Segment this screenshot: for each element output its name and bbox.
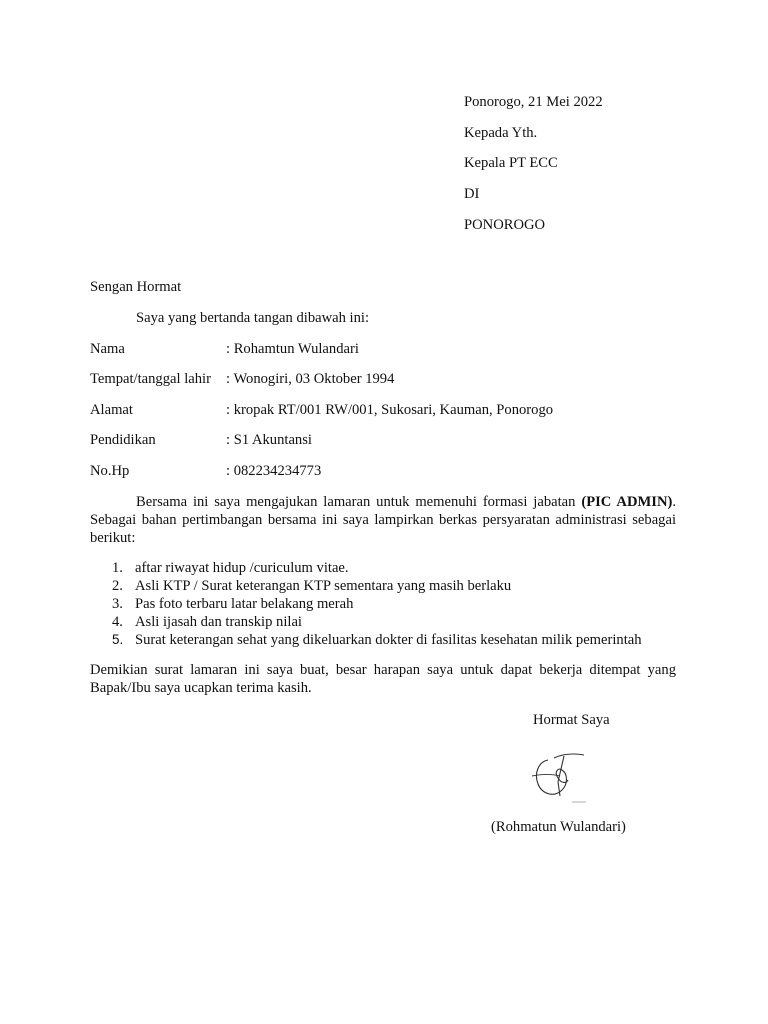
list-text: Asli ijasah dan transkip nilai	[135, 614, 302, 630]
intro-text: Saya yang bertanda tangan dibawah ini:	[136, 310, 370, 326]
list-number: 2.	[112, 578, 123, 594]
field-label: Nama	[90, 341, 125, 357]
signer-name: (Rohmatun Wulandari)	[491, 819, 626, 835]
recipient-at: DI	[464, 186, 480, 202]
body-paragraph	[90, 493, 676, 547]
field-label: Pendidikan	[90, 432, 156, 448]
list-item	[112, 577, 642, 595]
body-text-post: . Sebagai bahan pertimbangan bersama ini saya lampirkan berkas persyaratan administrasi sebagai berikut:	[90, 494, 676, 546]
greeting: Sengan Hormat	[90, 279, 182, 295]
field-label: Alamat	[90, 402, 133, 418]
list-number: 4.	[112, 614, 123, 630]
list-number: 5.	[112, 632, 124, 647]
recipient-city: PONOROGO	[464, 217, 546, 233]
recipient-addressee: Kepala PT ECC	[464, 155, 558, 171]
field-value: : 082234234773	[226, 463, 322, 479]
list-number: 1.	[112, 560, 123, 576]
requirements-list	[112, 559, 642, 649]
field-value: : kropak RT/001 RW/001, Sukosari, Kauman, Ponorogo	[226, 402, 554, 418]
list-text: Surat keterangan sehat yang dikeluarkan dokter di fasilitas kesehatan milik pemerintah	[135, 632, 642, 648]
position-title: (PIC ADMIN)	[581, 494, 673, 510]
list-text: aftar riwayat hidup /curiculum vitae.	[135, 560, 349, 576]
list-text: Asli KTP / Surat keterangan KTP sementara yang masih berlaku	[135, 578, 512, 594]
signature-image	[528, 750, 592, 808]
field-label: Tempat/tanggal lahir	[90, 371, 211, 387]
closing-paragraph: Demikian surat lamaran ini saya buat, besar harapan saya untuk dapat bekerja ditempat yang Bapak/Ibu saya ucapkan terima kasih.	[90, 662, 676, 696]
list-item	[112, 559, 642, 577]
sign-salutation: Hormat Saya	[533, 712, 610, 728]
list-number: 3.	[112, 596, 123, 612]
list-item	[112, 631, 642, 649]
field-value: : Rohamtun Wulandari	[226, 341, 359, 357]
field-value: : Wonogiri, 03 Oktober 1994	[226, 371, 395, 387]
field-label: No.Hp	[90, 463, 130, 479]
list-item	[112, 595, 642, 613]
place-date: Ponorogo, 21 Mei 2022	[464, 94, 603, 110]
list-text: Pas foto terbaru latar belakang merah	[135, 596, 354, 612]
list-item	[112, 613, 642, 631]
field-value: : S1 Akuntansi	[226, 432, 312, 448]
body-text-pre: Bersama ini saya mengajukan lamaran untuk memenuhi formasi jabatan	[136, 494, 582, 510]
recipient-to: Kepada Yth.	[464, 125, 538, 141]
